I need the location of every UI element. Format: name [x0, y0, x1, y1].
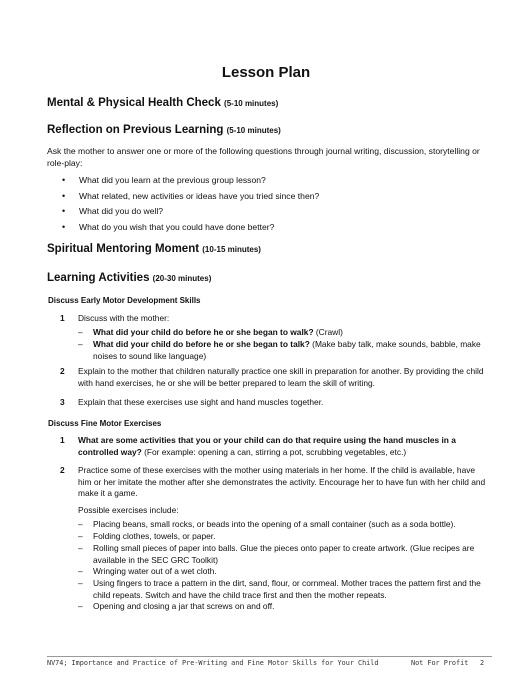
- exercise-text: Rolling small pieces of paper into balls. Glue the pieces onto paper to create artwork. (Glue recipes are available in the SEC GRC Toolkit): [93, 543, 475, 565]
- item-number: 2: [60, 465, 65, 475]
- dash-item: [78, 519, 488, 531]
- section-time: (10-15 minutes): [202, 245, 261, 254]
- item-text: Discuss with the mother:: [78, 313, 170, 323]
- dash-mark: –: [78, 566, 83, 576]
- item-text: Explain to the mother that children naturally practice one skill in preparation for another. By providing the child with hand exercises, he or she will be better prepared to learn the skill of writing.: [78, 366, 484, 388]
- section-time: (20-30 minutes): [152, 274, 212, 283]
- dash-mark: –: [78, 327, 83, 337]
- reflection-intro: Ask the mother to answer one or more of the following questions through journal writing, discussion, storytelling or role-play:: [47, 146, 480, 168]
- dash-item: [78, 601, 488, 613]
- section-heading-learning: [47, 272, 211, 284]
- numbered-item: [60, 397, 490, 409]
- subheading-fine-motor: Discuss Fine Motor Exercises: [48, 419, 162, 428]
- dash-mark: –: [78, 339, 83, 349]
- item-text: Practice some of these exercises with the mother using materials in her home. If the child is available, have him or her imitate the mother after she demonstrates the activity. Encourage her to have fun with her child and make it a game.: [78, 465, 486, 498]
- dash-item: [78, 339, 488, 362]
- footer-label: Not For Profit: [411, 659, 469, 667]
- section-time: (5-10 minutes): [226, 126, 281, 135]
- section-heading-text: Reflection on Previous Learning: [47, 124, 224, 136]
- exercise-text: Placing beans, small rocks, or beads into the opening of a small container (such as a soda bottle).: [93, 519, 456, 529]
- dash-item: [78, 578, 488, 601]
- question-text: What are some activities that you or your child can do that require using the hand muscles in a controlled way?: [78, 435, 456, 457]
- dash-mark: –: [78, 543, 83, 553]
- answer-text: (For example: opening a can, stirring a pot, scrubbing vegetables, etc.): [141, 446, 407, 457]
- answer-text: (Make baby talk, make sounds, babble, make noises to sound like language): [93, 339, 481, 361]
- possible-exercises-label: [60, 505, 490, 517]
- list-item: • What did you learn at the previous group lesson?: [60, 174, 490, 190]
- list-item: • What did you do well?: [60, 205, 490, 221]
- dash-mark: –: [78, 601, 83, 611]
- numbered-item: [60, 313, 490, 325]
- list-item: • What do you wish that you could have done better?: [60, 221, 490, 237]
- question-text: What did your child do before he or she began to talk?: [93, 339, 310, 349]
- dash-item: [78, 531, 488, 543]
- answer-text: (Crawl): [313, 327, 343, 337]
- numbered-item: [60, 366, 490, 389]
- page-title: Lesson Plan: [221, 64, 311, 81]
- item-number: 3: [60, 397, 65, 407]
- subheading-early-motor: Discuss Early Motor Development Skills: [48, 296, 201, 305]
- list-item: • What related, new activities or ideas have you tried since then?: [60, 190, 490, 206]
- section-heading-health: [47, 97, 278, 109]
- exercise-text: Folding clothes, towels, or paper.: [93, 531, 216, 541]
- page-number: 2: [480, 659, 485, 667]
- item-number: 1: [60, 435, 65, 445]
- exercise-text: Wringing water out of a wet cloth.: [93, 566, 217, 576]
- footer-divider: [47, 656, 492, 657]
- exercise-text: Using fingers to trace a pattern in the dirt, sand, flour, or cornmeal. Mother traces the pattern first and the child repeats. Switch and have the child trace first and then the mother repeats.: [93, 578, 481, 600]
- dash-item: [78, 327, 488, 339]
- dash-mark: –: [78, 519, 83, 529]
- possible-label-text: Possible exercises include:: [78, 505, 179, 515]
- dash-item: [78, 566, 488, 578]
- dash-mark: –: [78, 578, 83, 588]
- section-heading-text: Mental & Physical Health Check: [47, 97, 221, 109]
- section-heading-text: Spiritual Mentoring Moment: [47, 243, 200, 255]
- question-text: What did your child do before he or she began to walk?: [93, 327, 314, 337]
- footer-title: NV74; Importance and Practice of Pre-Writing and Fine Motor Skills for Your Child: [47, 659, 379, 667]
- item-number: 2: [60, 366, 65, 376]
- numbered-item: [60, 465, 490, 500]
- exercise-text: Opening and closing a jar that screws on and off.: [93, 601, 275, 611]
- section-time: (5-10 minutes): [224, 99, 279, 108]
- dash-item: [78, 543, 488, 566]
- reflection-questions: [60, 174, 490, 236]
- page-footer: [47, 659, 487, 667]
- numbered-item: [60, 435, 490, 458]
- item-number: 1: [60, 313, 65, 323]
- section-heading-text: Learning Activities: [47, 272, 150, 284]
- section-heading-spiritual: [47, 243, 261, 255]
- dash-mark: –: [78, 531, 83, 541]
- section-heading-reflection: [47, 124, 281, 136]
- item-text: Explain that these exercises use sight and hand muscles together.: [78, 397, 324, 407]
